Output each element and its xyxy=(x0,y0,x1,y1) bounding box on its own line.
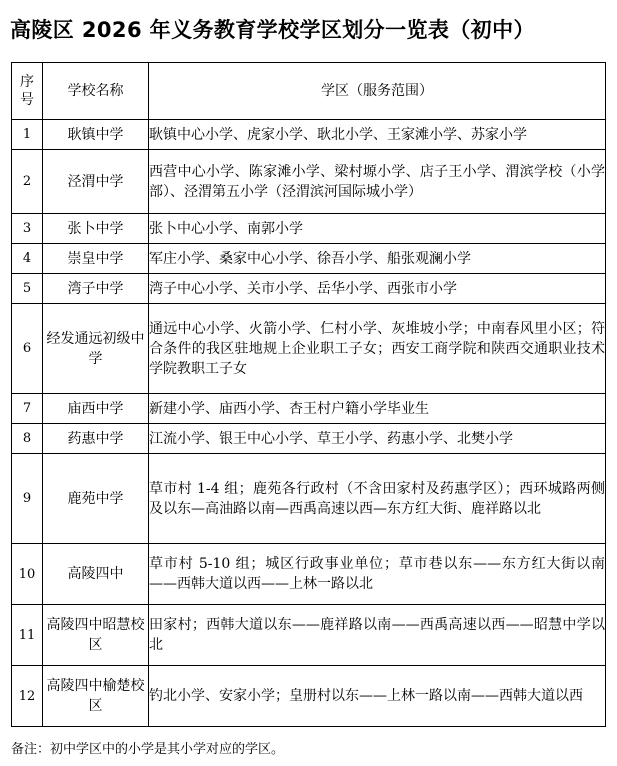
row-school: 崇皇中学 xyxy=(43,244,149,274)
row-area: 湾子中心小学、关市小学、岳华小学、西张市小学 xyxy=(149,274,606,304)
row-area: 新建小学、庙西小学、杏王村户籍小学毕业生 xyxy=(149,394,606,424)
row-area: 草市村 1-4 组；鹿苑各行政村（不含田家村及药惠学区）；西环城路两侧及以东—高油路以南—西禹高速以西—东方红大街、鹿祥路以北 xyxy=(149,454,606,544)
row-no: 6 xyxy=(12,304,43,394)
row-no: 7 xyxy=(12,394,43,424)
table-row xyxy=(12,424,606,454)
row-school: 高陵四中 xyxy=(43,544,149,605)
table-row xyxy=(12,605,606,666)
row-school: 泾渭中学 xyxy=(43,150,149,214)
row-area: 张卜中心小学、南郭小学 xyxy=(149,214,606,244)
row-no: 8 xyxy=(12,424,43,454)
table-row xyxy=(12,120,606,150)
row-school: 药惠中学 xyxy=(43,424,149,454)
row-no: 9 xyxy=(12,454,43,544)
row-school: 高陵四中榆楚校区 xyxy=(43,666,149,727)
district-table xyxy=(11,62,606,727)
table-row xyxy=(12,274,606,304)
table-row xyxy=(12,394,606,424)
table-row xyxy=(12,666,606,727)
row-area: 钓北小学、安家小学；皇册村以东——上林一路以南——西韩大道以西 xyxy=(149,666,606,727)
row-no: 5 xyxy=(12,274,43,304)
row-no: 11 xyxy=(12,605,43,666)
header-no: 序 号 xyxy=(12,63,43,120)
table-row xyxy=(12,150,606,214)
row-no: 10 xyxy=(12,544,43,605)
row-no: 4 xyxy=(12,244,43,274)
page-title: 高陵区 2026 年义务教育学校学区划分一览表（初中） xyxy=(10,18,535,42)
row-school: 张卜中学 xyxy=(43,214,149,244)
row-school: 鹿苑中学 xyxy=(43,454,149,544)
table-row xyxy=(12,244,606,274)
row-area: 江流小学、银王中心小学、草王小学、药惠小学、北樊小学 xyxy=(149,424,606,454)
header-school: 学校名称 xyxy=(43,63,149,120)
row-no: 12 xyxy=(12,666,43,727)
row-no: 3 xyxy=(12,214,43,244)
table-row xyxy=(12,454,606,544)
header-area: 学区（服务范围） xyxy=(149,63,606,120)
row-school: 经发通远初级中学 xyxy=(43,304,149,394)
row-area: 草市村 5-10 组；城区行政事业单位；草市巷以东——东方红大街以南——西韩大道以西——上林一路以北 xyxy=(149,544,606,605)
row-area: 西营中心小学、陈家滩小学、梁村塬小学、店子王小学、渭滨学校（小学部）、泾渭第五小学（泾渭滨河国际城小学） xyxy=(149,150,606,214)
row-school: 高陵四中昭慧校区 xyxy=(43,605,149,666)
table-row xyxy=(12,544,606,605)
table-row xyxy=(12,214,606,244)
row-school: 耿镇中学 xyxy=(43,120,149,150)
table-header-row xyxy=(12,63,606,120)
row-area: 通远中心小学、火箭小学、仁村小学、灰堆坡小学；中南春风里小区；符合条件的我区驻地规上企业职工子女；西安工商学院和陕西交通职业技术学院教职工子女 xyxy=(149,304,606,394)
row-no: 2 xyxy=(12,150,43,214)
row-no: 1 xyxy=(12,120,43,150)
row-area: 耿镇中心小学、虎家小学、耿北小学、王家滩小学、苏家小学 xyxy=(149,120,606,150)
row-school: 湾子中学 xyxy=(43,274,149,304)
footnote: 备注：初中学区中的小学是其小学对应的学区。 xyxy=(11,742,285,757)
table-row xyxy=(12,304,606,394)
row-school: 庙西中学 xyxy=(43,394,149,424)
row-area: 田家村；西韩大道以东——鹿祥路以南——西禹高速以西——昭慧中学以北 xyxy=(149,605,606,666)
row-area: 军庄小学、桑家中心小学、徐吾小学、船张观澜小学 xyxy=(149,244,606,274)
